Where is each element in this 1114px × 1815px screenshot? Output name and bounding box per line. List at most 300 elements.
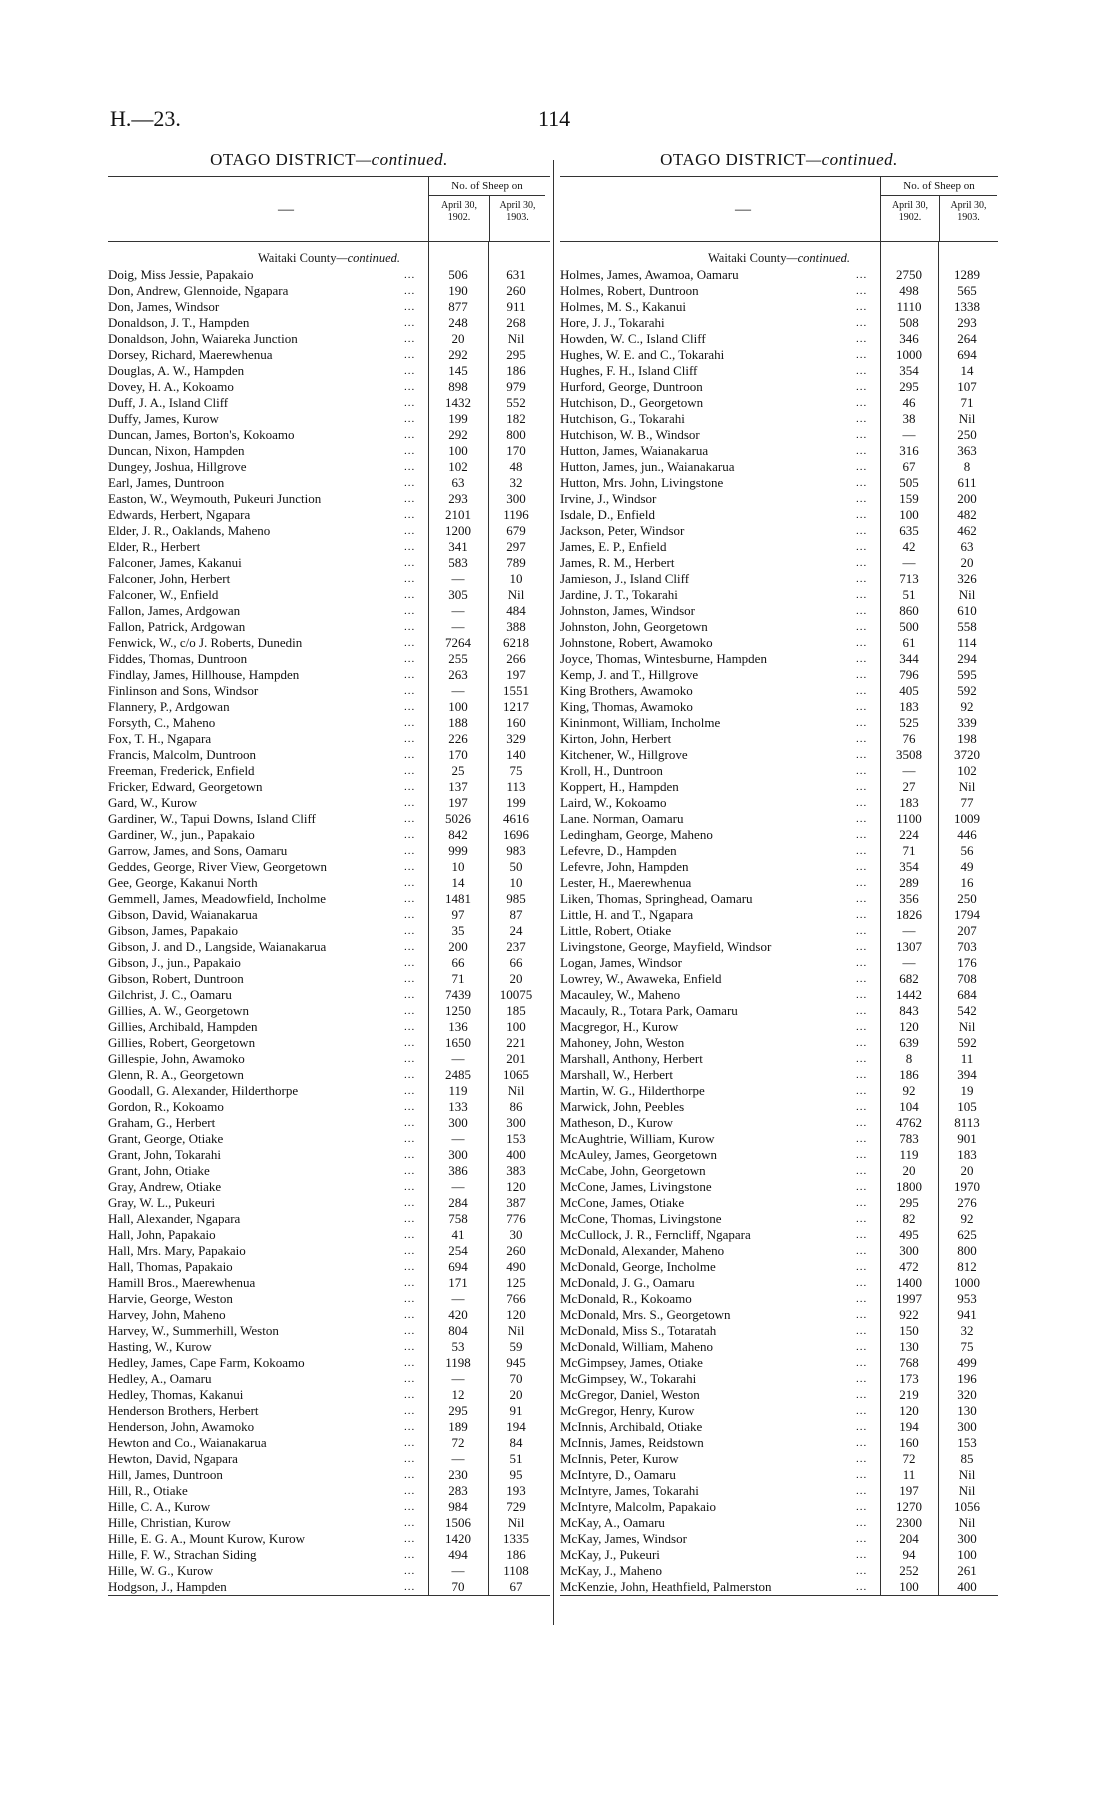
sheep-1903: 400 bbox=[506, 1147, 526, 1162]
leader-dots: ... bbox=[856, 733, 868, 745]
owner-name: McCone, James, Otiake bbox=[560, 1195, 685, 1210]
sheep-1902: 230 bbox=[448, 1467, 468, 1482]
leader-dots: ... bbox=[404, 509, 416, 521]
sheep-1903: 703 bbox=[957, 939, 977, 954]
sheep-1902: — bbox=[451, 1563, 465, 1578]
leader-dots: ... bbox=[404, 1293, 416, 1305]
leader-dots: ... bbox=[404, 1581, 416, 1593]
sheep-1903: 183 bbox=[957, 1147, 977, 1162]
owner-name: Lester, H., Maerewhenua bbox=[560, 875, 692, 890]
owner-name: McCone, James, Livingstone bbox=[560, 1179, 712, 1194]
leader-dots: ... bbox=[404, 1069, 416, 1081]
leader-dots: ... bbox=[404, 1149, 416, 1161]
sheep-1903: 30 bbox=[509, 1227, 523, 1242]
sheep-1902: 14 bbox=[451, 875, 465, 890]
sheep-1903: Nil bbox=[507, 1515, 525, 1530]
table-row bbox=[108, 491, 550, 507]
sheep-1903: 320 bbox=[957, 1387, 977, 1402]
sheep-1902: 27 bbox=[902, 779, 916, 794]
table-body bbox=[108, 242, 550, 1595]
sheep-1903: 1217 bbox=[503, 699, 529, 714]
leader-dots: ... bbox=[404, 909, 416, 921]
sheep-1902: 635 bbox=[899, 523, 919, 538]
table-row bbox=[108, 971, 550, 987]
owner-name: Grant, John, Tokarahi bbox=[108, 1147, 221, 1162]
sheep-1902: 472 bbox=[899, 1259, 919, 1274]
sheep-1903: 592 bbox=[957, 683, 977, 698]
owner-name: Garrow, James, and Sons, Oamaru bbox=[108, 843, 288, 858]
leader-dots: ... bbox=[404, 1357, 416, 1369]
table-row bbox=[108, 427, 550, 443]
sheep-1902: 344 bbox=[899, 651, 919, 666]
sheep-1902: 1506 bbox=[445, 1515, 471, 1530]
owner-name: Gardiner, W., Tapui Downs, Island Cliff bbox=[108, 811, 316, 826]
table-row bbox=[108, 571, 550, 587]
table-row bbox=[108, 875, 550, 891]
table-row bbox=[108, 1563, 550, 1579]
sheep-1902: — bbox=[451, 571, 465, 586]
column-divider bbox=[553, 160, 554, 1625]
table-row bbox=[560, 427, 998, 443]
owner-name: Hodgson, J., Hampden bbox=[108, 1579, 227, 1594]
table-bottom-rule bbox=[108, 1595, 550, 1596]
sheep-1902: 46 bbox=[902, 395, 916, 410]
sheep-1903: 294 bbox=[957, 651, 977, 666]
owner-name: McKay, A., Oamaru bbox=[560, 1515, 665, 1530]
sheep-1902: 1800 bbox=[896, 1179, 922, 1194]
sheep-1903: 237 bbox=[506, 939, 526, 954]
sheep-1902: 119 bbox=[448, 1083, 468, 1098]
sheep-1902: 346 bbox=[899, 331, 919, 346]
sheep-1902: 758 bbox=[448, 1211, 468, 1226]
leader-dots: ... bbox=[404, 413, 416, 425]
sheep-1903: 484 bbox=[506, 603, 526, 618]
table-row bbox=[560, 1131, 998, 1147]
sheep-1903: 297 bbox=[506, 539, 526, 554]
sheep-1903: 953 bbox=[957, 1291, 977, 1306]
owner-name: Elder, J. R., Oaklands, Maheno bbox=[108, 523, 271, 538]
leader-dots: ... bbox=[856, 797, 868, 809]
owner-name: Duffy, James, Kurow bbox=[108, 411, 219, 426]
owner-name: Hill, James, Duntroon bbox=[108, 1467, 223, 1482]
table-rows bbox=[108, 267, 550, 1595]
sheep-1902: — bbox=[451, 1371, 465, 1386]
sheep-1903: 198 bbox=[957, 731, 977, 746]
leader-dots: ... bbox=[404, 365, 416, 377]
leader-dots: ... bbox=[404, 829, 416, 841]
sheep-1902: 999 bbox=[448, 843, 468, 858]
sheep-1903: 329 bbox=[506, 731, 526, 746]
leader-dots: ... bbox=[856, 1501, 868, 1513]
owner-name: Harvie, George, Weston bbox=[108, 1291, 233, 1306]
sheep-1903: 766 bbox=[506, 1291, 526, 1306]
owner-name: Gardiner, W., jun., Papakaio bbox=[108, 827, 255, 842]
sheep-1903: 125 bbox=[506, 1275, 526, 1290]
sheep-1903: 102 bbox=[957, 763, 977, 778]
owner-name: Joyce, Thomas, Wintesburne, Hampden bbox=[560, 651, 767, 666]
district-continued: —continued. bbox=[355, 150, 448, 169]
table-row bbox=[108, 1083, 550, 1099]
sheep-1902: 4762 bbox=[896, 1115, 922, 1130]
leader-dots: ... bbox=[856, 1293, 868, 1305]
table-row bbox=[560, 939, 998, 955]
sheep-1902: — bbox=[451, 1051, 465, 1066]
owner-name: Isdale, D., Enfield bbox=[560, 507, 655, 522]
sheep-1903: 70 bbox=[509, 1371, 523, 1386]
name-column-dash: — bbox=[278, 201, 294, 218]
leader-dots: ... bbox=[856, 477, 868, 489]
sheep-1902: 1420 bbox=[445, 1531, 471, 1546]
sheep-1902: 1198 bbox=[445, 1355, 471, 1370]
leader-dots: ... bbox=[856, 749, 868, 761]
sheep-1903: 196 bbox=[957, 1371, 977, 1386]
table-row bbox=[560, 363, 998, 379]
owner-name: Hasting, W., Kurow bbox=[108, 1339, 212, 1354]
sheep-1902: 254 bbox=[448, 1243, 468, 1258]
sheep-1903: 11 bbox=[960, 1051, 974, 1066]
sheep-1902: 145 bbox=[448, 363, 468, 378]
owner-name: Johnston, James, Windsor bbox=[560, 603, 696, 618]
sheep-1903: 91 bbox=[509, 1403, 523, 1418]
sheep-1902: 100 bbox=[899, 507, 919, 522]
table-row bbox=[108, 1531, 550, 1547]
owner-name: Don, James, Windsor bbox=[108, 299, 220, 314]
leader-dots: ... bbox=[856, 1181, 868, 1193]
table-row bbox=[560, 699, 998, 715]
sheep-1902: 860 bbox=[899, 603, 919, 618]
table-row bbox=[560, 811, 998, 827]
leader-dots: ... bbox=[856, 765, 868, 777]
sheep-1903: 260 bbox=[506, 283, 526, 298]
owner-name: Little, H. and T., Ngapara bbox=[560, 907, 694, 922]
table-row bbox=[108, 987, 550, 1003]
sheep-1903: 941 bbox=[957, 1307, 977, 1322]
table-row bbox=[560, 1435, 998, 1451]
leader-dots: ... bbox=[404, 573, 416, 585]
sheep-1902: — bbox=[902, 763, 916, 778]
table-row bbox=[108, 843, 550, 859]
owner-name: Gibson, Robert, Duntroon bbox=[108, 971, 244, 986]
col-1902-header: April 30, 1902. bbox=[891, 200, 929, 223]
table-row bbox=[108, 1179, 550, 1195]
owner-name: McKay, J., Maheno bbox=[560, 1563, 663, 1578]
sheep-1903: Nil bbox=[958, 1019, 976, 1034]
sheep-1902: 150 bbox=[899, 1323, 919, 1338]
owner-name: Donaldson, John, Waiareka Junction bbox=[108, 331, 298, 346]
owner-name: Lane. Norman, Oamaru bbox=[560, 811, 684, 826]
sheep-1902: 354 bbox=[899, 363, 919, 378]
sheep-1903: 446 bbox=[957, 827, 977, 842]
sheep-1903: 113 bbox=[506, 779, 526, 794]
table-row bbox=[560, 1035, 998, 1051]
sheep-1902: 67 bbox=[902, 459, 916, 474]
leader-dots: ... bbox=[856, 1213, 868, 1225]
table-row bbox=[108, 587, 550, 603]
leader-dots: ... bbox=[404, 1197, 416, 1209]
sheep-1903: 16 bbox=[960, 875, 974, 890]
table-row bbox=[560, 843, 998, 859]
sheep-1903: 10 bbox=[509, 875, 523, 890]
owner-name: Elder, R., Herbert bbox=[108, 539, 201, 554]
leader-dots: ... bbox=[404, 589, 416, 601]
owner-name: McGimpsey, W., Tokarahi bbox=[560, 1371, 697, 1386]
sheep-1903: 207 bbox=[957, 923, 977, 938]
sheep-1902: 7439 bbox=[445, 987, 471, 1002]
sheep-1902: 2485 bbox=[445, 1067, 471, 1082]
sheep-1902: 82 bbox=[902, 1211, 916, 1226]
sheep-1903: 182 bbox=[506, 411, 526, 426]
table-row bbox=[560, 907, 998, 923]
sheep-1902: 508 bbox=[899, 315, 919, 330]
table-row bbox=[108, 651, 550, 667]
table-row bbox=[560, 1499, 998, 1515]
leader-dots: ... bbox=[404, 845, 416, 857]
leader-dots: ... bbox=[404, 1373, 416, 1385]
sheep-1903: 20 bbox=[509, 1387, 523, 1402]
owner-name: Gibson, J. and D., Langside, Waianakarua bbox=[108, 939, 327, 954]
table-row bbox=[108, 827, 550, 843]
table-row bbox=[108, 1211, 550, 1227]
sheep-1902: 38 bbox=[902, 411, 916, 426]
sheep-1903: 293 bbox=[957, 315, 977, 330]
leader-dots: ... bbox=[404, 669, 416, 681]
sheep-1903: 1338 bbox=[954, 299, 980, 314]
leader-dots: ... bbox=[856, 413, 868, 425]
sheep-1903: 84 bbox=[509, 1435, 523, 1450]
owner-name: Duff, J. A., Island Cliff bbox=[108, 395, 229, 410]
owner-name: Henderson, John, Awamoko bbox=[108, 1419, 255, 1434]
leader-dots: ... bbox=[856, 445, 868, 457]
owner-name: Don, Andrew, Glennoide, Ngapara bbox=[108, 283, 289, 298]
sheep-1902: 420 bbox=[448, 1307, 468, 1322]
sheep-1903: Nil bbox=[958, 1515, 976, 1530]
sheep-1903: 295 bbox=[506, 347, 526, 362]
table-row bbox=[108, 283, 550, 299]
table-row bbox=[108, 1067, 550, 1083]
owner-name: Gordon, R., Kokoamo bbox=[108, 1099, 224, 1114]
sheep-1902: 92 bbox=[902, 1083, 916, 1098]
leader-dots: ... bbox=[404, 685, 416, 697]
sheep-1903: 789 bbox=[506, 555, 526, 570]
owner-name: Hutton, James, Waianakarua bbox=[560, 443, 709, 458]
table-row bbox=[560, 1451, 998, 1467]
sheep-1902: — bbox=[902, 923, 916, 938]
leader-dots: ... bbox=[404, 941, 416, 953]
sheep-1902: 12 bbox=[451, 1387, 465, 1402]
sheep-1903: 63 bbox=[960, 539, 974, 554]
leader-dots: ... bbox=[856, 1149, 868, 1161]
sheep-1903: 114 bbox=[957, 635, 977, 650]
sheep-1902: 494 bbox=[448, 1547, 468, 1562]
sheep-1903: 140 bbox=[506, 747, 526, 762]
leader-dots: ... bbox=[404, 1245, 416, 1257]
table-row bbox=[560, 683, 998, 699]
sheep-1902: 300 bbox=[448, 1115, 468, 1130]
leader-dots: ... bbox=[856, 557, 868, 569]
sheep-1903: 49 bbox=[960, 859, 974, 874]
leader-dots: ... bbox=[856, 1325, 868, 1337]
owner-name: Edwards, Herbert, Ngapara bbox=[108, 507, 251, 522]
sheep-1903: 400 bbox=[957, 1579, 977, 1594]
owner-name: Falconer, John, Herbert bbox=[108, 571, 231, 586]
table-row bbox=[108, 891, 550, 907]
sheep-1903: 300 bbox=[957, 1531, 977, 1546]
sheep-1902: 713 bbox=[899, 571, 919, 586]
leader-dots: ... bbox=[404, 1437, 416, 1449]
table-row bbox=[560, 555, 998, 571]
sheep-1903: 300 bbox=[506, 1115, 526, 1130]
sheep-1902: 694 bbox=[448, 1259, 468, 1274]
leader-dots: ... bbox=[856, 637, 868, 649]
table-row bbox=[108, 1275, 550, 1291]
table-row bbox=[108, 475, 550, 491]
sheep-1902: — bbox=[902, 555, 916, 570]
sheep-1903: 387 bbox=[506, 1195, 526, 1210]
leader-dots: ... bbox=[404, 317, 416, 329]
leader-dots: ... bbox=[404, 1501, 416, 1513]
table-row bbox=[108, 955, 550, 971]
leader-dots: ... bbox=[404, 1421, 416, 1433]
owner-name: Harvey, John, Maheno bbox=[108, 1307, 226, 1322]
leader-dots: ... bbox=[404, 1133, 416, 1145]
leader-dots: ... bbox=[856, 1533, 868, 1545]
leader-dots: ... bbox=[404, 525, 416, 537]
sheep-1903: 48 bbox=[509, 459, 523, 474]
sheep-1903: 363 bbox=[957, 443, 977, 458]
owner-name: Holmes, Robert, Duntroon bbox=[560, 283, 699, 298]
sheep-1903: 153 bbox=[506, 1131, 526, 1146]
table-row bbox=[108, 1403, 550, 1419]
table-row bbox=[560, 283, 998, 299]
leader-dots: ... bbox=[856, 301, 868, 313]
table-row bbox=[108, 1547, 550, 1563]
table-row bbox=[108, 1579, 550, 1595]
sheep-1903: 10075 bbox=[499, 987, 533, 1002]
table-row bbox=[560, 571, 998, 587]
owner-name: Francis, Malcolm, Duntroon bbox=[108, 747, 257, 762]
sheep-1902: 1270 bbox=[896, 1499, 922, 1514]
sheep-1902: 7264 bbox=[445, 635, 471, 650]
owner-name: McKenzie, John, Heathfield, Palmerston bbox=[560, 1579, 772, 1594]
table-row bbox=[108, 1467, 550, 1483]
owner-name: McKay, James, Windsor bbox=[560, 1531, 687, 1546]
owner-name: Hughes, W. E. and C., Tokarahi bbox=[560, 347, 725, 362]
table-row bbox=[560, 1323, 998, 1339]
table-row bbox=[560, 475, 998, 491]
leader-dots: ... bbox=[404, 1021, 416, 1033]
leader-dots: ... bbox=[404, 813, 416, 825]
sheep-1902: 100 bbox=[899, 1579, 919, 1594]
owner-name: Gray, Andrew, Otiake bbox=[108, 1179, 222, 1194]
leader-dots: ... bbox=[856, 829, 868, 841]
sheep-1902: 35 bbox=[451, 923, 465, 938]
sheep-1902: 8 bbox=[905, 1051, 913, 1066]
sheep-1903: 56 bbox=[960, 843, 974, 858]
sheep-1902: 783 bbox=[899, 1131, 919, 1146]
leader-dots: ... bbox=[404, 877, 416, 889]
table-row bbox=[108, 1195, 550, 1211]
owner-name: Macauley, W., Maheno bbox=[560, 987, 681, 1002]
leader-dots: ... bbox=[404, 605, 416, 617]
table-row bbox=[560, 955, 998, 971]
leader-dots: ... bbox=[856, 509, 868, 521]
sheep-1903: 482 bbox=[957, 507, 977, 522]
owner-name: Hurford, George, Duntroon bbox=[560, 379, 703, 394]
sheep-1903: 77 bbox=[960, 795, 974, 810]
leader-dots: ... bbox=[856, 1389, 868, 1401]
leader-dots: ... bbox=[856, 1053, 868, 1065]
sheep-1902: 248 bbox=[448, 315, 468, 330]
sheep-1903: 100 bbox=[506, 1019, 526, 1034]
sheep-1903: Nil bbox=[958, 1483, 976, 1498]
leader-dots: ... bbox=[856, 653, 868, 665]
owner-name: Findlay, James, Hillhouse, Hampden bbox=[108, 667, 300, 682]
sheep-1903: 87 bbox=[509, 907, 523, 922]
owner-name: McDonald, William, Maheno bbox=[560, 1339, 714, 1354]
sheep-1903: 71 bbox=[960, 395, 974, 410]
owner-name: Fiddes, Thomas, Duntroon bbox=[108, 651, 248, 666]
leader-dots: ... bbox=[404, 1485, 416, 1497]
leader-dots: ... bbox=[404, 1453, 416, 1465]
owner-name: McDonald, Mrs. S., Georgetown bbox=[560, 1307, 731, 1322]
owner-name: Kirton, John, Herbert bbox=[560, 731, 672, 746]
owner-name: McGregor, Daniel, Weston bbox=[560, 1387, 700, 1402]
leader-dots: ... bbox=[404, 1469, 416, 1481]
owner-name: Dorsey, Richard, Maerewhenua bbox=[108, 347, 273, 362]
sheep-1902: 133 bbox=[448, 1099, 468, 1114]
sheep-1903: 264 bbox=[957, 331, 977, 346]
sheep-1903: 979 bbox=[506, 379, 526, 394]
table-row bbox=[560, 523, 998, 539]
leader-dots: ... bbox=[856, 861, 868, 873]
owner-name: Kitchener, W., Hillgrove bbox=[560, 747, 688, 762]
sheep-1902: 2101 bbox=[445, 507, 471, 522]
sheep-1902: 72 bbox=[451, 1435, 465, 1450]
leader-dots: ... bbox=[404, 493, 416, 505]
table-row bbox=[560, 763, 998, 779]
table-row bbox=[108, 763, 550, 779]
leader-dots: ... bbox=[856, 781, 868, 793]
owner-name: Hore, J. J., Tokarahi bbox=[560, 315, 665, 330]
owner-name: Liken, Thomas, Springhead, Oamaru bbox=[560, 891, 753, 906]
owner-name: Logan, James, Windsor bbox=[560, 955, 682, 970]
leader-dots: ... bbox=[856, 269, 868, 281]
sheep-1903: 945 bbox=[506, 1355, 526, 1370]
owner-name: Hewton, David, Ngapara bbox=[108, 1451, 238, 1466]
leader-dots: ... bbox=[856, 877, 868, 889]
table-row bbox=[560, 619, 998, 635]
sheep-1903: 462 bbox=[957, 523, 977, 538]
sheep-1903: 1289 bbox=[954, 267, 980, 282]
sheep-1902: 97 bbox=[451, 907, 465, 922]
sheep-1902: 1826 bbox=[896, 907, 922, 922]
table-row bbox=[108, 459, 550, 475]
owner-name: McKay, J., Pukeuri bbox=[560, 1547, 660, 1562]
table-row bbox=[560, 1083, 998, 1099]
table-row bbox=[108, 1099, 550, 1115]
leader-dots: ... bbox=[404, 541, 416, 553]
sheep-1902: 922 bbox=[899, 1307, 919, 1322]
owner-name: McIntyre, James, Tokarahi bbox=[560, 1483, 699, 1498]
owner-name: Finlinson and Sons, Windsor bbox=[108, 683, 259, 698]
owner-name: Gillies, Robert, Georgetown bbox=[108, 1035, 256, 1050]
col-1902-header: April 30, 1902. bbox=[440, 200, 478, 223]
table-row bbox=[108, 667, 550, 683]
sheep-1902: 94 bbox=[902, 1547, 916, 1562]
sheep-1903: 4616 bbox=[503, 811, 529, 826]
table-row bbox=[560, 299, 998, 315]
sheep-1903: 490 bbox=[506, 1259, 526, 1274]
